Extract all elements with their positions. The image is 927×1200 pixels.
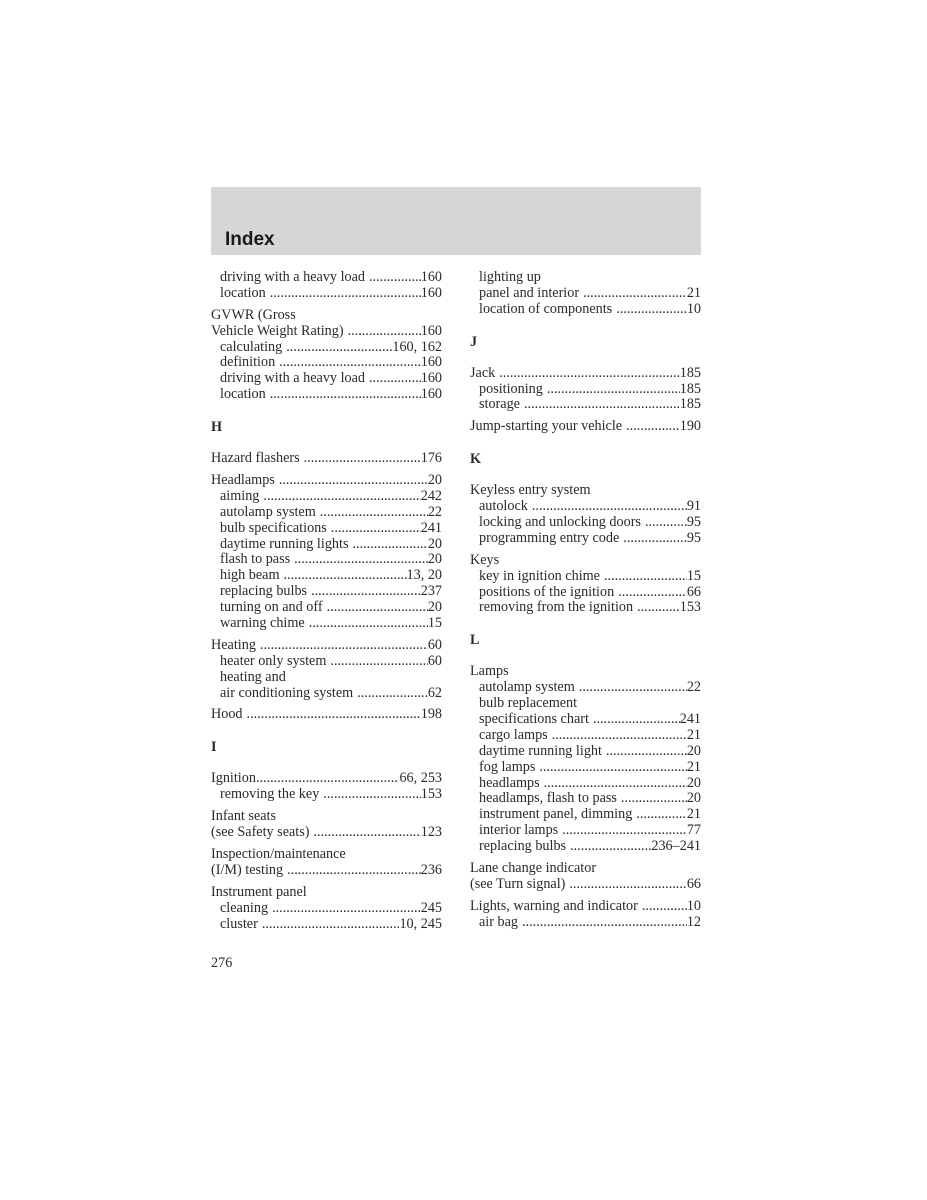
page-reference: 95 — [686, 530, 701, 546]
dot-leader — [369, 270, 421, 286]
section-spacer — [211, 403, 442, 419]
page-reference: 242 — [420, 488, 442, 504]
entry-text: driving with a heavy load — [220, 371, 365, 387]
page-reference: 20 — [427, 552, 442, 568]
page-reference: 66 — [686, 876, 701, 892]
entry-text: programming entry code — [479, 530, 620, 546]
entry-text: headlamps, flash to pass — [479, 791, 617, 807]
entry-text: air conditioning system — [220, 685, 354, 701]
page-reference: 190 — [679, 419, 701, 435]
index-entry — [470, 664, 701, 680]
dot-leader — [309, 616, 428, 632]
index-subentry — [211, 387, 442, 403]
page-reference: 10, 245 — [399, 916, 442, 932]
dot-leader — [562, 823, 687, 839]
index-subentry — [470, 696, 701, 712]
entry-text: GVWR (Gross — [211, 307, 296, 323]
index-subentry — [470, 760, 701, 776]
page-reference: 176 — [420, 451, 442, 467]
dot-leader — [539, 760, 686, 776]
entry-text: (see Turn signal) — [470, 876, 566, 892]
index-subentry — [470, 397, 701, 413]
page-reference: 160 — [420, 355, 442, 371]
index-entry — [211, 308, 442, 324]
entry-text: Jack — [470, 365, 496, 381]
section-letter: L — [470, 632, 480, 649]
page-reference: 160, 162 — [392, 339, 442, 355]
index-subentry — [211, 600, 442, 616]
index-subentry — [211, 340, 442, 356]
dot-leader — [532, 499, 687, 515]
entry-text: location — [220, 387, 266, 403]
dot-leader — [323, 787, 420, 803]
entry-text: lighting up — [479, 270, 541, 285]
entry-text: Vehicle Weight Rating) — [211, 323, 344, 339]
entry-text: bulb specifications — [220, 520, 327, 536]
index-subentry — [211, 521, 442, 537]
section-letter: H — [211, 419, 223, 436]
dot-leader — [327, 600, 428, 616]
page-reference: 10 — [686, 898, 701, 914]
entry-text: (see Safety seats) — [211, 825, 310, 841]
index-subentry — [211, 584, 442, 600]
entry-text: daytime running light — [479, 743, 602, 759]
dot-leader — [547, 382, 680, 398]
entry-text: location of components — [479, 301, 613, 317]
entry-text: autolamp system — [479, 680, 575, 696]
dot-leader — [352, 537, 427, 553]
dot-leader — [331, 521, 421, 537]
index-subentry — [211, 901, 442, 917]
index-header-band — [211, 187, 701, 255]
entry-text: positioning — [479, 381, 543, 397]
dot-leader — [570, 839, 651, 855]
dot-leader — [604, 569, 687, 585]
index-subentry — [211, 270, 442, 286]
entry-text: Lamps — [470, 664, 509, 680]
page-reference: 20 — [427, 536, 442, 552]
page-reference: 13, 20 — [406, 568, 442, 584]
index-subentry — [211, 489, 442, 505]
index-subentry — [470, 531, 701, 547]
entry-text: Inspection/maintenance — [211, 846, 346, 862]
index-subentry — [470, 823, 701, 839]
entry-text: Heating — [211, 637, 256, 653]
entry-text: instrument panel, dimming — [479, 807, 633, 823]
index-subentry — [470, 270, 701, 286]
dot-leader — [499, 366, 680, 382]
dot-leader — [313, 825, 420, 841]
entry-text: panel and interior — [479, 285, 580, 301]
entry-text: location — [220, 285, 266, 301]
page-reference: 153 — [420, 787, 442, 803]
dot-leader — [284, 568, 407, 584]
page-reference: 60 — [427, 653, 442, 669]
section-spacer — [470, 467, 701, 483]
page-reference: 245 — [420, 900, 442, 916]
page-reference: 198 — [420, 707, 442, 723]
section-spacer — [470, 435, 701, 451]
dot-leader — [256, 771, 400, 787]
index-entry — [211, 825, 442, 841]
index-entry — [211, 451, 442, 467]
index-subentry — [470, 776, 701, 792]
dot-leader — [544, 776, 687, 792]
entry-text: (I/M) testing — [211, 862, 284, 878]
index-subentry — [470, 382, 701, 398]
page-reference: 60 — [427, 637, 442, 653]
index-subentry — [211, 787, 442, 803]
dot-leader — [263, 489, 420, 505]
index-subentry — [470, 302, 701, 318]
page-reference: 21 — [686, 807, 701, 823]
page-reference: 160 — [420, 270, 442, 285]
index-entry — [211, 324, 442, 340]
page-reference: 21 — [686, 285, 701, 301]
dot-leader — [636, 807, 687, 823]
entry-text: air bag — [479, 914, 518, 930]
index-subentry — [470, 286, 701, 302]
page-reference: 20 — [686, 743, 701, 759]
section-spacer — [470, 318, 701, 334]
index-subentry — [470, 680, 701, 696]
index-entry — [470, 366, 701, 382]
dot-leader — [279, 473, 428, 489]
page-reference: 160 — [420, 371, 442, 387]
entry-text: calculating — [220, 339, 283, 355]
entry-text: turning on and off — [220, 600, 323, 616]
dot-leader — [579, 680, 687, 696]
dot-leader — [369, 371, 421, 387]
section-spacer — [470, 648, 701, 664]
index-subentry — [211, 286, 442, 302]
page-reference: 20 — [686, 775, 701, 791]
index-subentry — [211, 654, 442, 670]
page-reference: 20 — [427, 600, 442, 616]
index-entry — [211, 863, 442, 879]
dot-leader — [279, 355, 421, 371]
page-reference: 160 — [420, 285, 442, 301]
index-entry — [211, 771, 442, 787]
index-entry — [470, 861, 701, 877]
index-column-left — [211, 270, 442, 932]
page-reference: 91 — [686, 499, 701, 515]
dot-leader — [626, 419, 680, 435]
entry-text: Ignition — [211, 771, 256, 787]
entry-text: replacing bulbs — [479, 839, 567, 855]
page-title: Index — [225, 229, 275, 250]
page-reference: 20 — [427, 473, 442, 489]
dot-leader — [262, 917, 400, 933]
entry-text: flash to pass — [220, 552, 291, 568]
dot-leader — [247, 707, 421, 723]
index-subentry — [470, 915, 701, 931]
section-spacer — [470, 616, 701, 632]
index-subentry — [211, 568, 442, 584]
entry-text: specifications chart — [479, 712, 589, 728]
page-reference: 160 — [420, 323, 442, 339]
index-entry — [470, 899, 701, 915]
page-reference: 22 — [427, 504, 442, 520]
page-reference: 22 — [686, 680, 701, 696]
page-reference: 15 — [686, 568, 701, 584]
dot-leader — [311, 584, 421, 600]
page-reference: 77 — [686, 823, 701, 839]
dot-leader — [606, 744, 687, 760]
page-reference: 237 — [420, 584, 442, 600]
index-subentry — [470, 744, 701, 760]
dot-leader — [357, 686, 428, 702]
index-subentry — [470, 839, 701, 855]
index-subentry — [211, 505, 442, 521]
page-reference: 236–241 — [651, 839, 701, 855]
page-reference: 66, 253 — [399, 771, 442, 787]
entry-text: Keyless entry system — [470, 483, 591, 499]
index-entry — [470, 877, 701, 893]
index-entry — [211, 847, 442, 863]
index-entry — [470, 553, 701, 569]
index-column-right — [470, 270, 701, 931]
page-reference: 21 — [686, 759, 701, 775]
page-reference: 185 — [679, 397, 701, 413]
page-reference: 20 — [686, 791, 701, 807]
dot-leader — [320, 505, 428, 521]
section-letter: J — [470, 333, 478, 350]
index-subentry — [470, 600, 701, 616]
dot-leader — [637, 600, 680, 616]
page-reference: 153 — [679, 600, 701, 616]
dot-leader — [348, 324, 421, 340]
index-subentry — [211, 537, 442, 553]
dot-leader — [642, 899, 687, 915]
page-reference: 241 — [679, 712, 701, 728]
index-subentry — [470, 515, 701, 531]
entry-text: Hazard flashers — [211, 451, 300, 467]
index-entry — [470, 419, 701, 435]
index-subentry — [470, 569, 701, 585]
dot-leader — [260, 638, 428, 654]
section-letter: K — [470, 451, 482, 468]
entry-text: replacing bulbs — [220, 584, 308, 600]
section-spacer — [470, 350, 701, 366]
dot-leader — [330, 654, 427, 670]
entry-text: locking and unlocking doors — [479, 515, 641, 531]
page-reference: 15 — [427, 616, 442, 632]
dot-leader — [286, 340, 392, 356]
entry-text: Lane change indicator — [470, 861, 597, 877]
dot-leader — [645, 515, 687, 531]
entry-text: storage — [479, 397, 520, 413]
entry-text: headlamps — [479, 775, 540, 791]
page-reference: 10 — [686, 301, 701, 317]
dot-leader — [524, 397, 680, 413]
page-reference: 21 — [686, 727, 701, 743]
dot-leader — [270, 286, 421, 302]
index-subentry — [211, 371, 442, 387]
entry-text: Instrument panel — [211, 884, 307, 900]
entry-text: Headlamps — [211, 473, 275, 489]
dot-leader — [621, 791, 687, 807]
entry-text: bulb replacement — [479, 696, 578, 712]
dot-leader — [593, 712, 680, 728]
index-entry — [211, 885, 442, 901]
section-spacer — [211, 755, 442, 771]
entry-text: autolamp system — [220, 504, 316, 520]
dot-leader — [272, 901, 421, 917]
dot-leader — [552, 728, 687, 744]
dot-leader — [623, 531, 687, 547]
index-entry — [211, 638, 442, 654]
dot-leader — [616, 302, 687, 318]
entry-text: cluster — [220, 916, 258, 932]
section-spacer — [211, 723, 442, 739]
page-reference: 66 — [686, 584, 701, 600]
entry-text: heating and — [220, 669, 286, 685]
dot-leader — [304, 451, 421, 467]
entry-text: aiming — [220, 488, 260, 504]
index-subentry — [470, 712, 701, 728]
index-subentry — [470, 728, 701, 744]
entry-text: positions of the ignition — [479, 584, 615, 600]
index-subentry — [211, 616, 442, 632]
section-letter: I — [211, 739, 217, 756]
index-subentry — [211, 686, 442, 702]
index-subentry — [211, 552, 442, 568]
index-entry — [211, 707, 442, 723]
dot-leader — [583, 286, 687, 302]
entry-text: Hood — [211, 707, 243, 723]
section-spacer — [211, 435, 442, 451]
entry-text: heater only system — [220, 653, 327, 669]
page-number: 276 — [211, 955, 233, 971]
entry-text: removing the key — [220, 787, 320, 803]
index-entry — [211, 473, 442, 489]
page-reference: 241 — [420, 520, 442, 536]
page-reference: 236 — [420, 862, 442, 878]
dot-leader — [270, 387, 421, 403]
dot-leader — [294, 552, 428, 568]
index-subentry — [470, 807, 701, 823]
entry-text: high beam — [220, 568, 280, 584]
index-subentry — [211, 917, 442, 933]
page-reference: 185 — [679, 381, 701, 397]
dot-leader — [618, 585, 687, 601]
page-reference: 185 — [679, 365, 701, 381]
dot-leader — [522, 915, 687, 931]
page-reference: 123 — [420, 825, 442, 841]
page-reference: 62 — [427, 685, 442, 701]
entry-text: daytime running lights — [220, 536, 349, 552]
page-reference: 160 — [420, 387, 442, 403]
entry-text: Lights, warning and indicator — [470, 898, 638, 914]
index-subentry — [470, 791, 701, 807]
entry-text: interior lamps — [479, 823, 559, 839]
index-entry — [470, 483, 701, 499]
entry-text: fog lamps — [479, 759, 536, 775]
entry-text: Keys — [470, 552, 500, 568]
index-subentry — [211, 670, 442, 686]
index-subentry — [470, 585, 701, 601]
entry-text: removing from the ignition — [479, 600, 634, 616]
entry-text: cleaning — [220, 900, 269, 916]
entry-text: key in ignition chime — [479, 568, 600, 584]
dot-leader — [569, 877, 686, 893]
dot-leader — [287, 863, 421, 879]
index-subentry — [211, 355, 442, 371]
entry-text: Jump-starting your vehicle — [470, 419, 623, 435]
entry-text: driving with a heavy load — [220, 270, 365, 285]
index-entry — [211, 809, 442, 825]
page-reference: 12 — [686, 914, 701, 930]
entry-text: Infant seats — [211, 809, 277, 825]
entry-text: definition — [220, 355, 276, 371]
entry-text: autolock — [479, 499, 528, 515]
entry-text: cargo lamps — [479, 727, 548, 743]
page-reference: 95 — [686, 515, 701, 531]
index-subentry — [470, 499, 701, 515]
entry-text: warning chime — [220, 616, 305, 632]
